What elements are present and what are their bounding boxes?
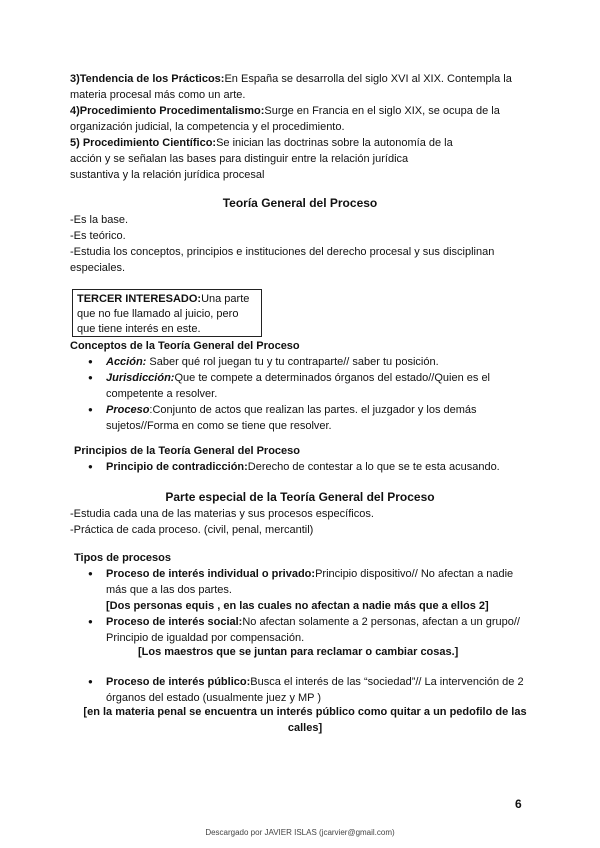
concepto-term: Acción: (106, 356, 147, 368)
intro-section (70, 71, 540, 183)
item-4-title: 4)Procedimiento Procedimentalismo: (70, 105, 265, 117)
box-text: Una parte que no fue llamado al juicio, pero que tiene interés en este. (77, 293, 250, 335)
principio-term: Principio de contradicción: (106, 461, 248, 473)
tipo-2-term: Proceso de interés social: (106, 616, 243, 628)
list-item (84, 370, 524, 402)
tipo-1-note: [Dos personas equis , en las cuales no afectan a nadie más que a ellos 2] (106, 600, 489, 612)
download-footer: Descargado por JAVIER ISLAS (jcarvier@gmail.com) (205, 828, 395, 837)
item-4 (70, 103, 540, 135)
tipo-2-note: [Los maestros que se juntan para reclamar o cambiar cosas.] (138, 646, 459, 658)
tgp-line-2: -Es teórico. (70, 230, 126, 242)
tipo-1-text: Principio dispositivo// No afectan a nadie más que a las dos partes. (106, 568, 514, 596)
item-5-line-3: sustantiva y la relación jurídica procesal (70, 169, 265, 181)
tipos-section (74, 550, 544, 598)
conceptos-heading: Conceptos de la Teoría General del Proceso (70, 340, 300, 352)
item-5-title: 5) Procedimiento Científico: (70, 137, 217, 149)
item-3 (70, 71, 540, 103)
tipo-3 (84, 674, 534, 706)
item-5-text: Se inician las doctrinas sobre la autonomía de la (216, 137, 453, 149)
tipos-heading: Tipos de procesos (74, 552, 171, 564)
tipo-2-text: No afectan solamente a 2 personas, afectan a un grupo// Principio de igualdad por compensación. (106, 616, 520, 644)
tipo-3-text: Busca el interés de las “sociedad”// La intervención de 2 órganos del estado (usualmente juez y MP ) (106, 676, 524, 704)
item-5-line-2: acción y se señalan las bases para distinguir entre la relación jurídica (70, 153, 409, 165)
tercer-interesado-box (72, 289, 262, 337)
tgp-section (70, 212, 530, 276)
page-number: 6 (515, 797, 522, 811)
tipo-3-term: Proceso de interés público: (106, 676, 251, 688)
principios-section (74, 443, 544, 475)
principios-heading: Principios de la Teoría General del Proceso (74, 445, 300, 457)
list-item (84, 459, 534, 475)
list-item (84, 614, 534, 646)
concepto-text: Que te compete a determinados órganos del estado//Quien es el competente a resolver. (106, 372, 490, 400)
tipo-3-note (70, 704, 540, 736)
list-item (84, 566, 534, 598)
item-3-text: En España se desarrolla del siglo XVI al XIX. Contempla la materia procesal más como un arte. (70, 73, 512, 101)
tipo-3-note-line-2: calles] (287, 722, 323, 734)
principio-text: Derecho de contestar a lo que se te esta acusando. (247, 461, 500, 473)
tgp-title: Teoría General del Proceso (222, 196, 378, 210)
concepto-term: Jurisdicción: (106, 372, 175, 384)
concepto-text: :Conjunto de actos que realizan las partes. el juzgador y los demás sujetos//Forma en como se tiene que resolver. (106, 404, 477, 432)
list-item (84, 674, 534, 706)
list-item (84, 354, 524, 370)
conceptos-section (70, 338, 540, 434)
tgp-line-3: -Estudia los conceptos, principios e instituciones del derecho procesal y sus disciplinan especiales. (70, 246, 495, 274)
especial-title: Parte especial de la Teoría General del Proceso (165, 490, 435, 504)
item-5 (70, 135, 540, 151)
item-3-title: 3)Tendencia de los Prácticos: (70, 73, 225, 85)
especial-section (70, 506, 540, 538)
item-4-text: Surge en Francia en el siglo XIX, se ocupa de la organización judicial, la competencia y el procedimiento. (70, 105, 500, 133)
box-title: TERCER INTERESADO: (77, 293, 202, 305)
tgp-line-1: -Es la base. (70, 214, 129, 226)
concepto-text: Saber qué rol juegan tu y tu contraparte// saber tu posición. (146, 356, 439, 368)
tipo-3-note-line-1: [en la materia penal se encuentra un interés público como quitar a un pedofilo de las (83, 706, 527, 718)
especial-line-2: -Práctica de cada proceso. (civil, penal, mercantil) (70, 524, 314, 536)
tipo-1-term: Proceso de interés individual o privado: (106, 568, 316, 580)
list-item (84, 402, 524, 434)
tipo-2 (84, 614, 534, 646)
especial-line-1: -Estudia cada una de las materias y sus procesos específicos. (70, 508, 374, 520)
concepto-term: Proceso (106, 404, 150, 416)
